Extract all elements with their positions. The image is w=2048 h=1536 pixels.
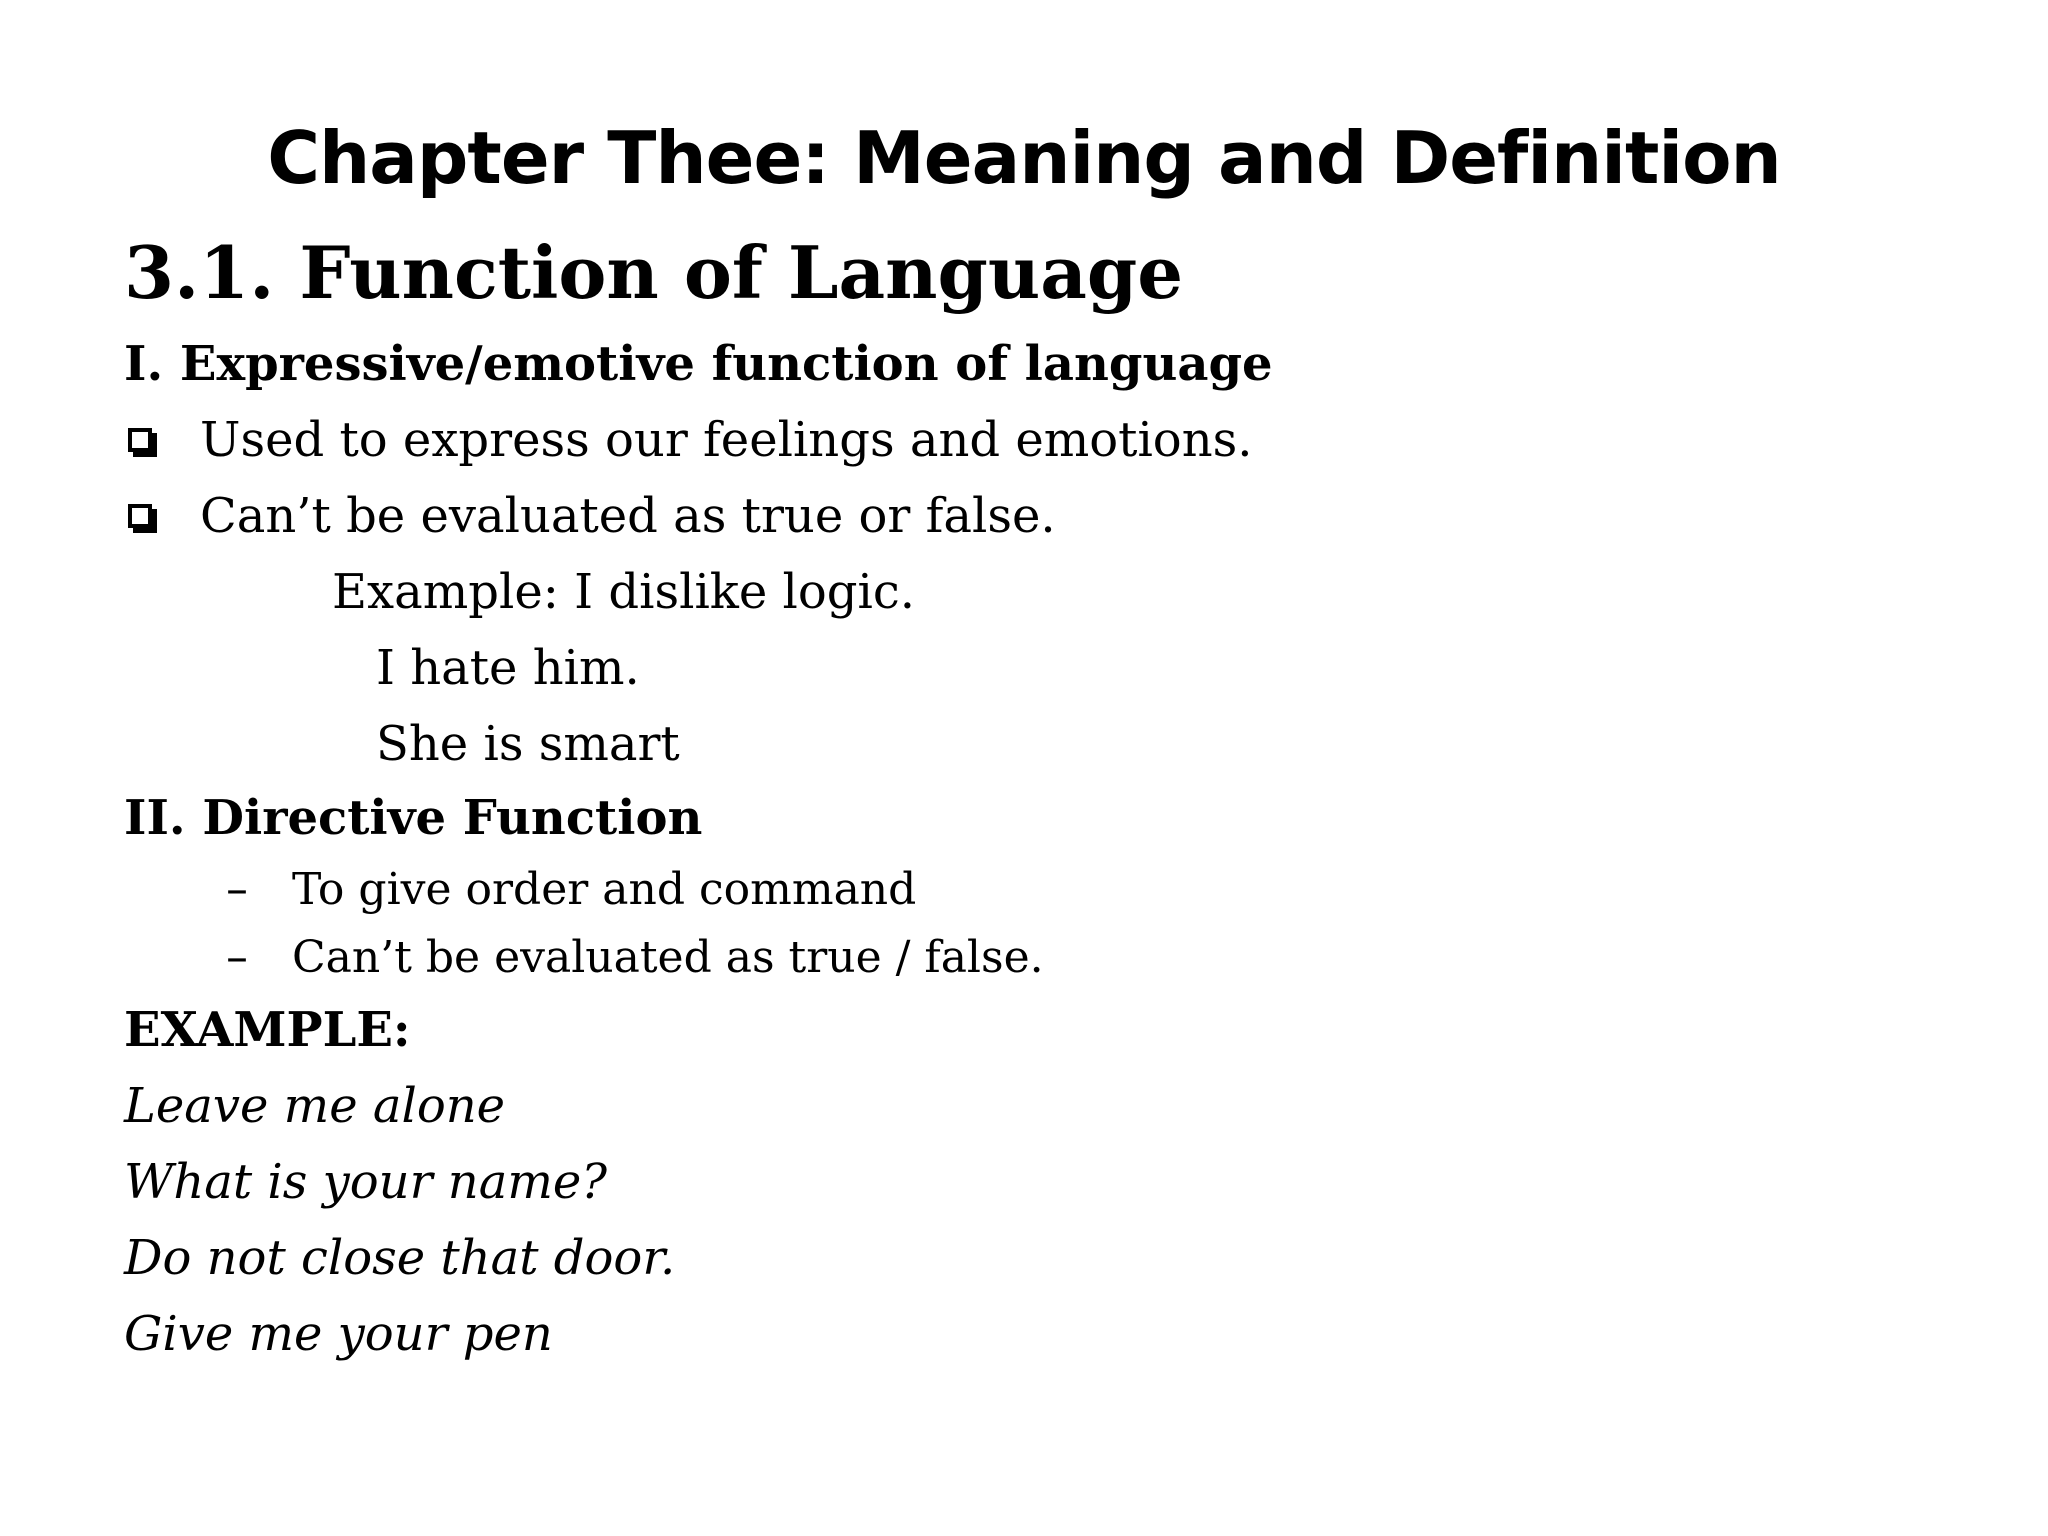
directive-heading: II. Directive Function	[124, 790, 703, 846]
dash-bullet-icon: –	[226, 864, 248, 915]
expressive-bullet-2: Can’t be evaluated as true or false.	[200, 488, 1056, 544]
section-heading: 3.1. Function of Language	[124, 230, 1184, 315]
example-heading: EXAMPLE:	[124, 1002, 411, 1058]
expressive-bullet-1: Used to express our feelings and emotions.	[200, 412, 1253, 468]
dash-bullet-icon: –	[226, 932, 248, 983]
slide-title: Chapter Thee: Meaning and Definition	[267, 116, 1781, 200]
expressive-heading: I. Expressive/emotive function of language	[124, 336, 1273, 392]
example-item-1: Leave me alone	[124, 1078, 506, 1134]
example-item-2: What is your name?	[124, 1154, 607, 1210]
example-item-4: Give me your pen	[124, 1306, 553, 1362]
directive-bullet-2: Can’t be evaluated as true / false.	[292, 932, 1044, 983]
example-item-3: Do not close that door.	[124, 1230, 676, 1286]
directive-bullet-1: To give order and command	[292, 864, 917, 915]
checkbox-bullet-icon	[128, 504, 152, 528]
expressive-example-1: Example: I dislike logic.	[332, 564, 916, 620]
checkbox-bullet-icon	[128, 428, 152, 452]
expressive-example-2: I hate him.	[376, 640, 640, 696]
expressive-example-3: She is smart	[376, 716, 680, 772]
